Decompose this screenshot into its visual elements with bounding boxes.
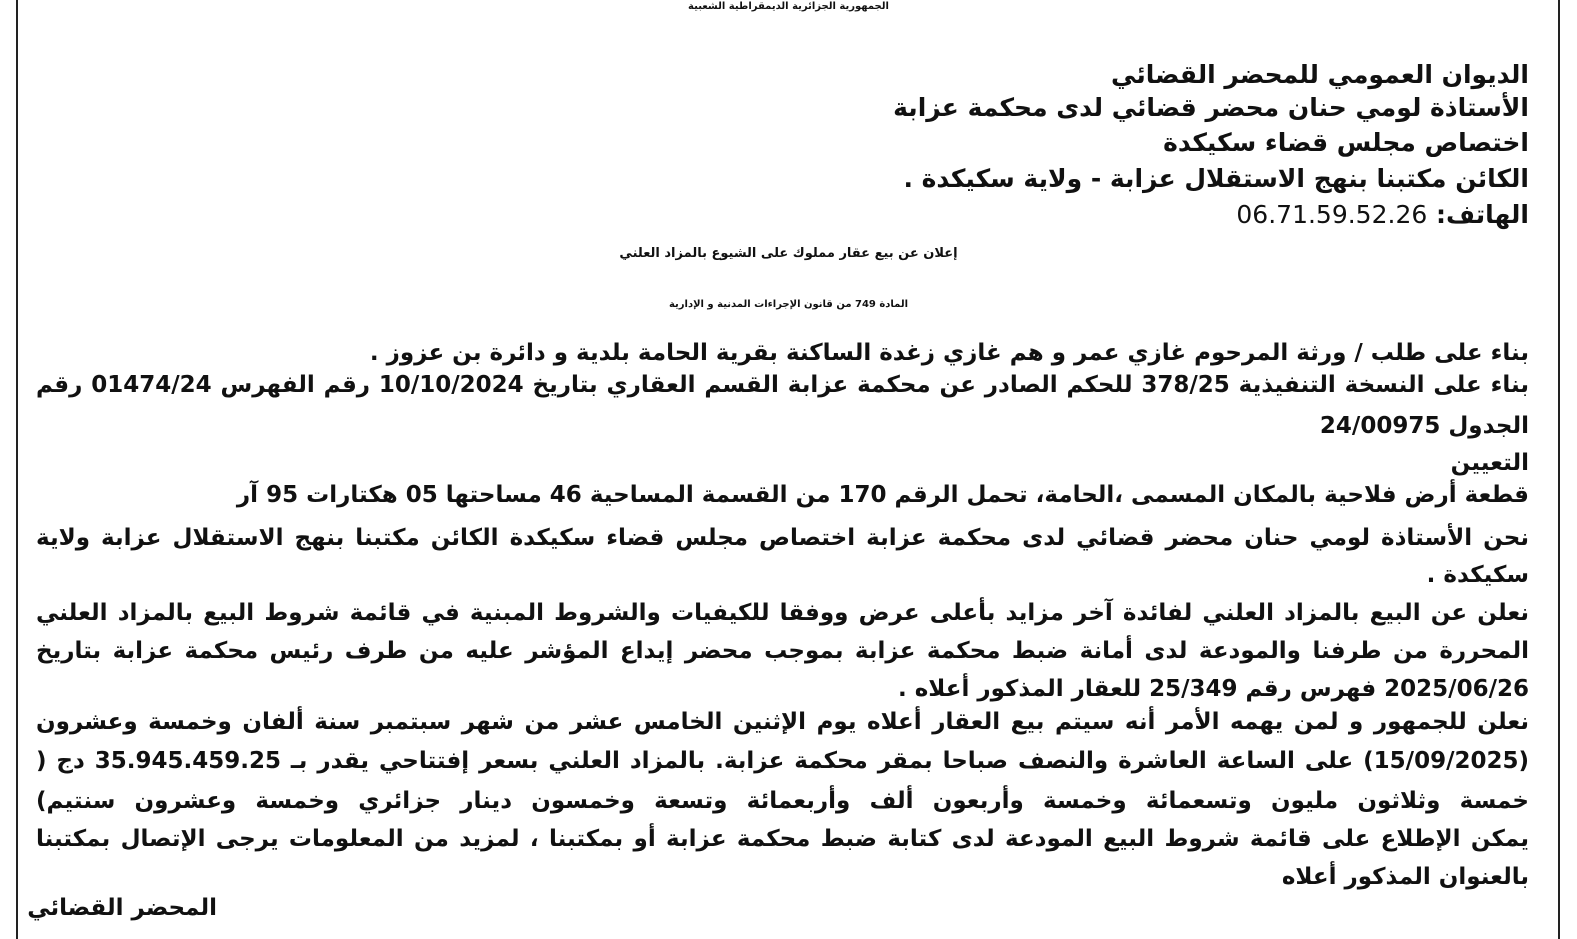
header-office: الديوان العمومي للمحضر القضائي bbox=[1111, 60, 1529, 89]
body-line-11: (15/09/2025) على الساعة العاشرة والنصف صباحا بمقر محكمة عزابة. بالمزاد العلني بسعر إفتتاحي يقدر بـ 35.945.459.25 دج ( bbox=[36, 748, 1529, 774]
phone-label: الهاتف: bbox=[1435, 200, 1529, 229]
body-line-9: 2025/06/26 فهرس رقم 25/349 للعقار المذكور أعلاه . bbox=[897, 676, 1529, 702]
header-jurisdiction: اختصاص مجلس قضاء سكيكدة bbox=[1163, 128, 1529, 157]
phone-number: 06.71.59.52.26 bbox=[1236, 200, 1428, 229]
header-address: الكائن مكتبنا بنهج الاستقلال عزابة - ولاية سكيكدة . bbox=[903, 164, 1529, 193]
body-line-14: بالعنوان المذكور أعلاه bbox=[1281, 864, 1529, 890]
header-bailiff: الأستاذة لومي حنان محضر قضائي لدى محكمة عزابة bbox=[893, 93, 1529, 122]
body-line-1: بناء على طلب / ورثة المرحوم غازي عمر و هم غازي زغدة الساكنة بقرية الحامة بلدية و دائرة بن عزوز . bbox=[369, 340, 1529, 366]
body-line-2: بناء على النسخة التنفيذية 378/25 للحكم الصادر عن محكمة عزابة القسم العقاري بتاريخ 10/10/2024 رقم الفهرس 01474/24 رقم bbox=[36, 372, 1529, 398]
designation-heading: التعيين bbox=[1450, 450, 1529, 476]
body-line-13: يمكن الإطلاع على قائمة شروط البيع المودعة لدى كتابة ضبط محكمة عزابة أو بمكتبنا ، لمزيد من المعلومات يرجى الإتصال بمكتبنا bbox=[36, 826, 1529, 852]
body-line-10: نعلن للجمهور و لمن يهمه الأمر أنه سيتم بيع العقار أعلاه يوم الإثنين الخامس عشر من شهر سبتمبر سنة ألفان وخمسة وعشرون bbox=[36, 709, 1529, 735]
body-line-8: المحررة من طرفنا والمودعة لدى أمانة ضبط محكمة عزابة بموجب محضر إيداع المؤشر عليه من طرف رئيس محكمة عزابة بتاريخ bbox=[36, 638, 1529, 664]
body-line-3: الجدول 24/00975 bbox=[1319, 413, 1529, 439]
header-phone bbox=[1236, 202, 1529, 227]
legal-article: المادة 749 من قانون الإجراءات المدنية و الإدارية bbox=[668, 299, 909, 310]
body-line-12: خمسة وثلاثون مليون وتسعمائة وخمسة وأربعون ألف وأربعمائة وتسعة وخمسون دينار جزائري وخمسة وعشرون سنتيم) bbox=[36, 788, 1529, 814]
body-line-7: نعلن عن البيع بالمزاد العلني لفائدة آخر مزايد بأعلى عرض ووفقا للكيفيات والشروط المبنية في قائمة شروط البيع بالمزاد العلني bbox=[36, 600, 1529, 626]
body-line-6: سكيكدة . bbox=[1426, 562, 1529, 588]
republic-heading: الجمهورية الجزائرية الديمقراطية الشعبية bbox=[688, 1, 889, 12]
body-line-4: قطعة أرض فلاحية بالمكان المسمى ،الحامة، تحمل الرقم 170 من القسمة المساحية 46 مساحتها 05 هكتارات 95 آر bbox=[236, 482, 1529, 508]
signature: المحضر القضائي bbox=[27, 895, 217, 921]
body-line-5: نحن الأستاذة لومي حنان محضر قضائي لدى محكمة عزابة اختصاص مجلس قضاء سكيكدة الكائن مكتبنا بنهج الاستقلال عزابة ولاية bbox=[36, 525, 1529, 551]
announcement-title: إعلان عن بيع عقار مملوك على الشيوع بالمزاد العلني bbox=[619, 246, 958, 261]
